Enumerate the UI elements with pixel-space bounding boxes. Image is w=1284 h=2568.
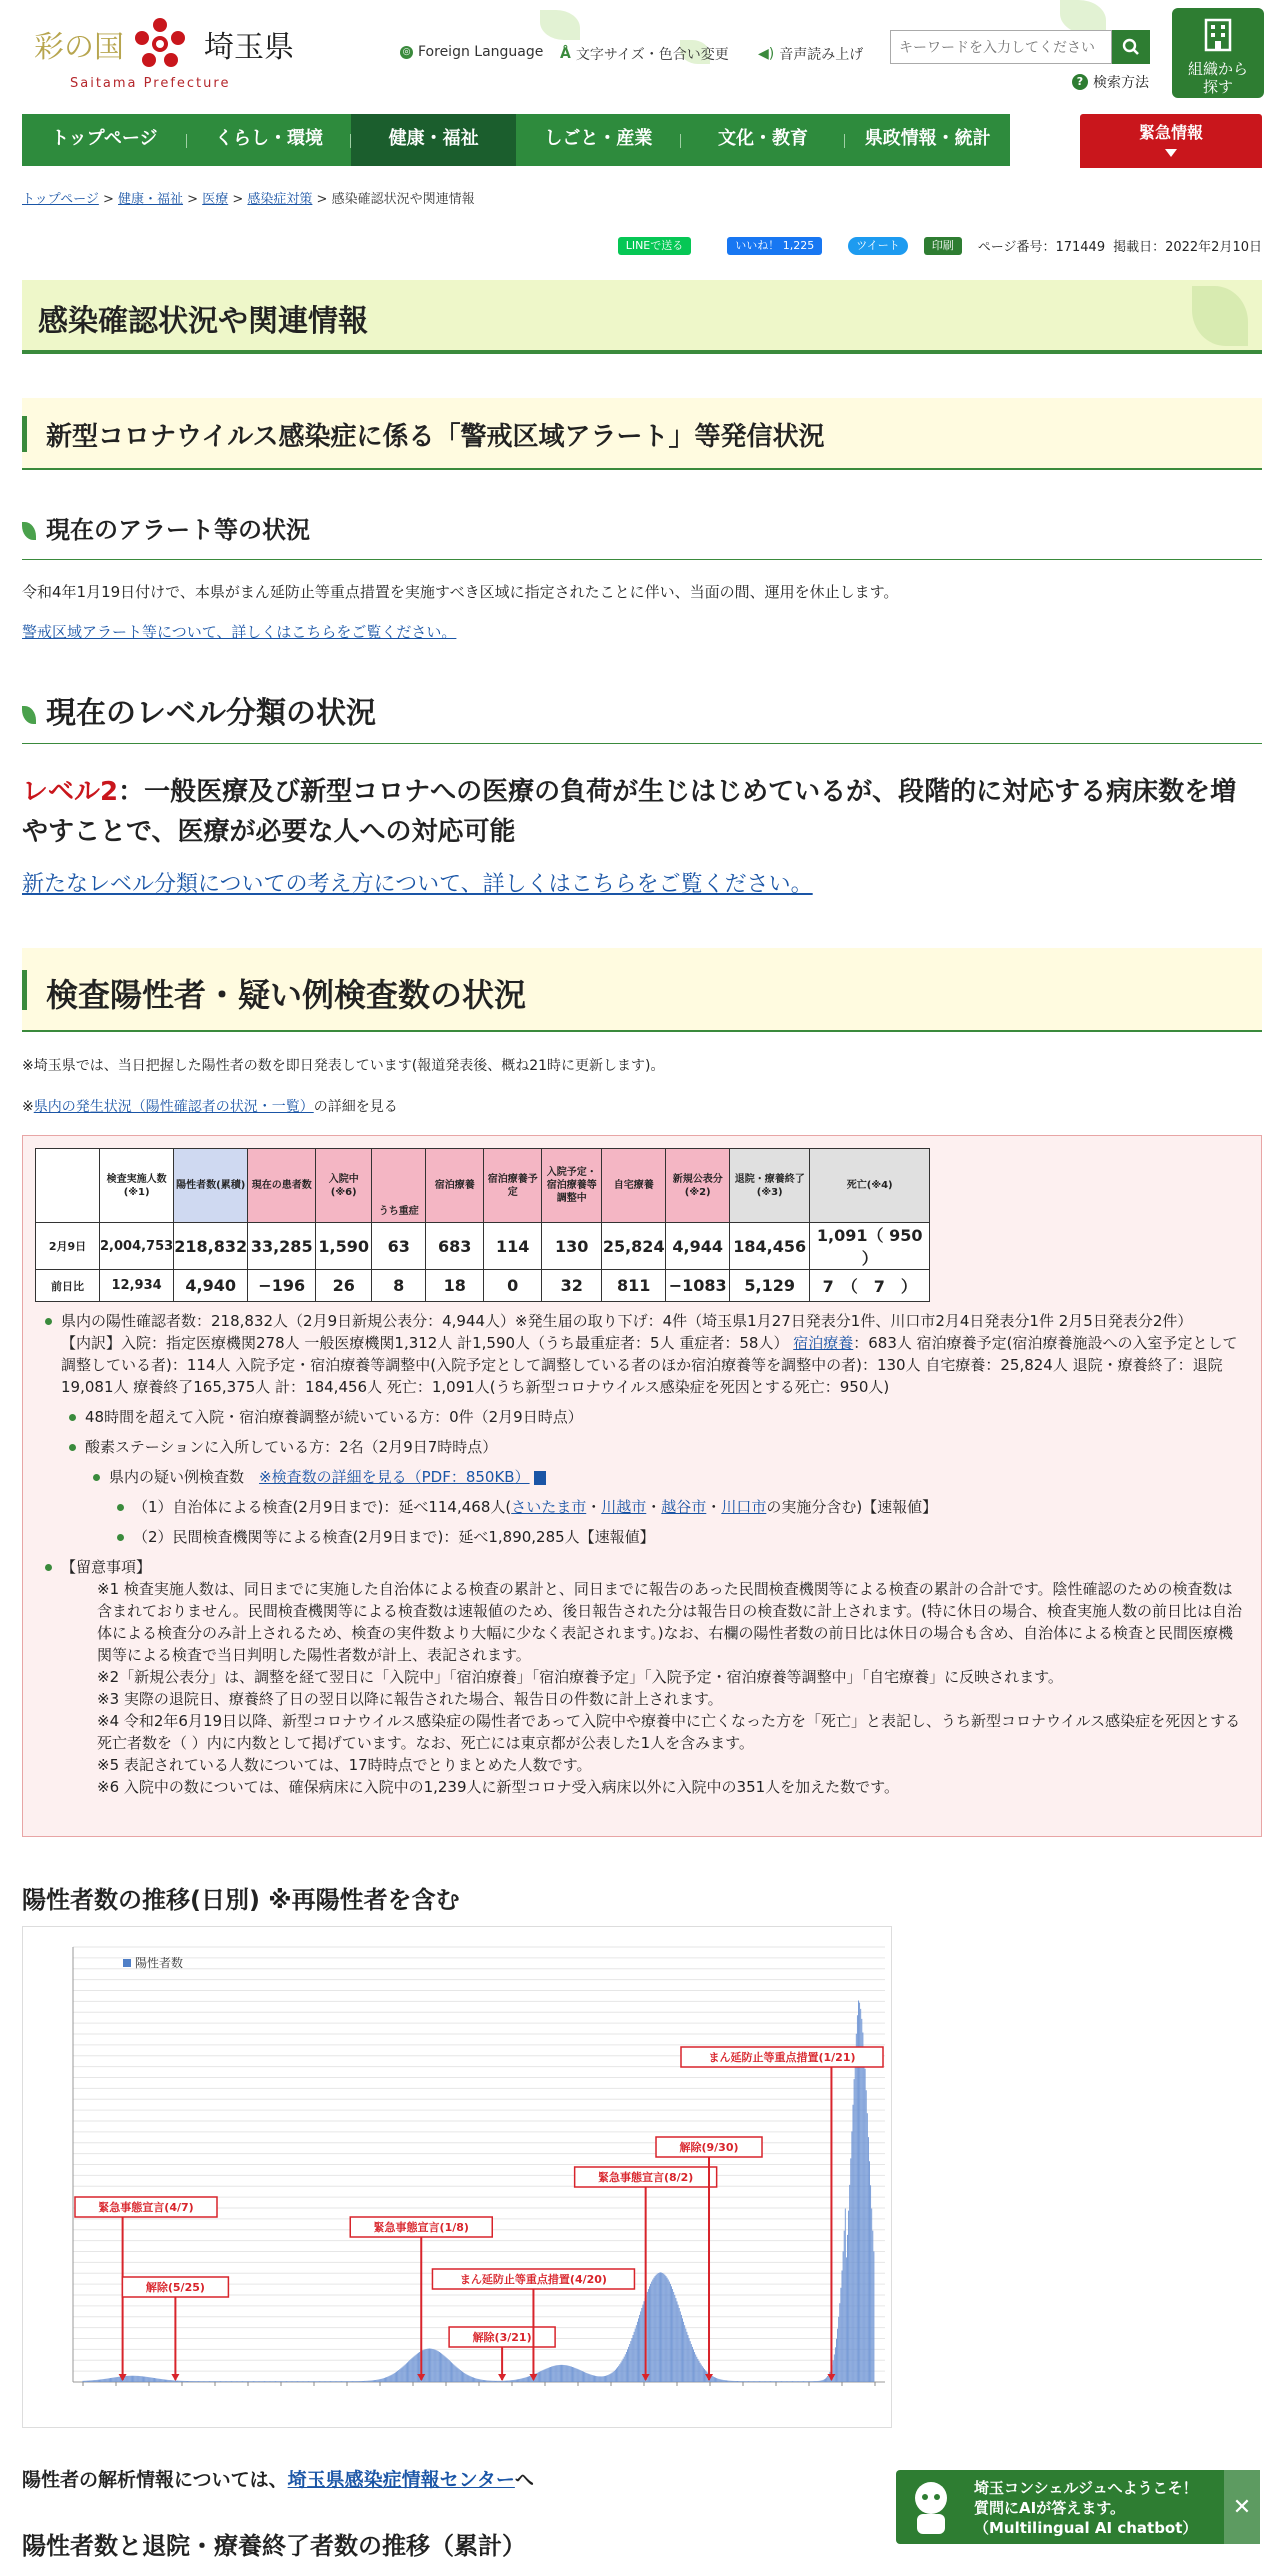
legend-swatch — [123, 1959, 131, 1967]
help-icon: ? — [1072, 74, 1088, 90]
table-cell: 26 — [316, 1270, 372, 1302]
table-header: 自宅療養 — [602, 1149, 666, 1223]
table-header: うち重症 — [372, 1149, 426, 1223]
table-header: 入院予定・宿泊療養等調整中 — [542, 1149, 602, 1223]
table-cell: 7 （ 7 ） — [810, 1270, 930, 1302]
foreign-language-label: Foreign Language — [418, 44, 544, 60]
note-suffix: の詳細を見る — [313, 1099, 398, 1115]
annotation-label: まん延防止等重点措置(4/20) — [459, 2273, 607, 2286]
positive-total-text: 県内の陽性確認者数：218,832人（2月9日新規公表分：4,944人）※発生届の取り下げ：4件（埼玉県1月27日発表分1件、川口市2月4日発表分1件 2月5日発表分2件） — [61, 1312, 1193, 1330]
org-search-label: 組織から探す — [1188, 60, 1249, 96]
row-label: 前日比 — [36, 1270, 100, 1302]
arrow-head — [119, 2374, 127, 2381]
search-input[interactable] — [890, 30, 1112, 64]
table-cell: 63 — [372, 1223, 426, 1270]
alert-details-link[interactable]: 警戒区域アラート等について、詳しくはこちらをご覧ください。 — [22, 623, 457, 641]
list-item: （2）民間検査機関等による検査(2月9日まで)：延べ1,890,285人【速報値】 — [117, 1526, 1245, 1548]
globe-icon: ◎ — [400, 46, 413, 59]
emergency-label: 緊急情報 — [1138, 123, 1203, 142]
nav-health[interactable]: 健康・福祉 — [351, 114, 516, 166]
table-cell: −1083 — [666, 1270, 730, 1302]
table-cell: 1,091（ 950 ） — [810, 1223, 930, 1270]
arrow-head — [498, 2374, 506, 2381]
nav-life[interactable]: くらし・環境 — [187, 114, 352, 166]
city-link-kawaguchi[interactable]: 川口市 — [721, 1498, 767, 1516]
table-cell: 5,129 — [730, 1270, 810, 1302]
nav-government[interactable]: 県政情報・統計 — [864, 128, 991, 149]
share-bar — [618, 236, 1262, 255]
text-size-link[interactable] — [560, 44, 729, 64]
list-item: （1）自治体による検査(2月9日まで)：延べ114,468人(さいたま市・川越市・越谷市・川口市の実施分含む)【速報値】 — [117, 1496, 1245, 1518]
search-help-link[interactable] — [1072, 72, 1149, 92]
table-cell: 811 — [602, 1270, 666, 1302]
list-item: 酸素ステーションに入所している方：2名（2月9日7時時点） — [69, 1436, 1245, 1458]
close-icon[interactable]: ✕ — [1224, 2470, 1260, 2544]
details-note — [22, 1095, 1262, 1119]
leaf-decoration — [1060, 0, 1106, 34]
table-cell: −196 — [248, 1270, 316, 1302]
logo-text-left: 彩の国 — [34, 30, 124, 65]
status-bullets — [45, 1310, 1245, 1806]
update-note: ※埼玉県では、当日把握した陽性者の数を即日発表しています(報道発表後、概ね21時に更新します)。 — [22, 1058, 665, 1074]
table-cell: 114 — [484, 1223, 542, 1270]
table-header: 退院・療養終了(※3) — [730, 1149, 810, 1223]
site-logo[interactable] — [32, 14, 302, 96]
table-cell: 12,934 — [100, 1270, 174, 1302]
site-header — [0, 0, 1284, 112]
annotation-label: 解除(3/21) — [472, 2331, 532, 2344]
breakdown-text: 【内訳】入院：指定医療機関278人 一般医療機関1,312人 計1,590人（うち最重症者：5人 重症者：58人） — [61, 1334, 789, 1352]
annotation-label: 解除(9/30) — [679, 2141, 739, 2154]
leaf-icon — [22, 706, 36, 724]
annotation-label: 緊急事態宣言(8/2) — [597, 2171, 694, 2184]
breadcrumb-medical[interactable]: 医療 — [202, 192, 229, 207]
nav-work[interactable]: しごと・産業 — [516, 114, 681, 166]
pdf-icon — [534, 1471, 546, 1485]
facebook-like-button[interactable]: いいね！ 1,225 — [727, 237, 822, 255]
read-aloud-label: 音声読み上げ — [779, 47, 864, 63]
ai-chatbot-banner[interactable] — [896, 2470, 1260, 2544]
prefecture-seal-icon — [132, 16, 188, 72]
breadcrumb-current: 感染確認状況や関連情報 — [331, 192, 475, 207]
speaker-icon: ◀) — [758, 46, 775, 62]
status-table — [35, 1148, 930, 1302]
alert-text: 令和4年1月19日付けで、本県がまん延防止等重点措置を実施すべき区域に指定されたことに伴い、当面の間、運用を休止します。 — [22, 583, 899, 601]
note-item: ※2「新規公表分」は、調整を経て翌日に「入院中」「宿泊療養」「宿泊療養予定」「入院予定・宿泊療養等調整中」「自宅療養」に反映されます。 — [97, 1668, 1063, 1686]
nav-top[interactable]: トップページ — [22, 114, 187, 166]
arrow-head — [171, 2374, 179, 2381]
alert-subheading-text: 現在のアラート等の状況 — [46, 516, 310, 544]
table-cell: 130 — [542, 1223, 602, 1270]
table-header: 入院中(※6) — [316, 1149, 372, 1223]
table-cell: 4,944 — [666, 1223, 730, 1270]
city-link-saitama[interactable]: さいたま市 — [511, 1498, 587, 1516]
table-cell: 4,940 — [174, 1270, 248, 1302]
search-button[interactable] — [1112, 30, 1150, 64]
local-test-text: （1）自治体による検査(2月9日まで)：延べ114,468人( — [133, 1498, 512, 1516]
concierge-avatar-icon — [906, 2478, 956, 2536]
chatbot-line2: 質問にAIが答えます。 — [974, 2499, 1125, 2517]
search-icon — [1122, 38, 1140, 56]
level-details-link[interactable]: 新たなレベル分類についての考え方について、詳しくはこちらをご覧ください。 — [22, 872, 813, 897]
note-item: ※5 表記されている人数については、17時時点でとりまとめた人数です。 — [97, 1756, 592, 1774]
table-header: 宿泊療養予定 — [484, 1149, 542, 1223]
level-subheading — [22, 680, 1262, 744]
local-test-suffix: の実施分含む)【速報値】 — [766, 1498, 938, 1516]
annotation-label: 緊急事態宣言(4/7) — [98, 2201, 194, 2214]
building-icon — [1202, 18, 1234, 52]
print-button[interactable]: 印刷 — [924, 237, 962, 255]
annotation-label: 解除(5/25) — [145, 2281, 205, 2294]
heading-bar — [22, 416, 27, 452]
leaf-decoration — [540, 10, 580, 40]
table-header: 検査実施人数(※1) — [100, 1149, 174, 1223]
page-number: ページ番号：171449 — [977, 240, 1106, 255]
note-marker: ※ — [22, 1099, 34, 1115]
table-header: 陽性者数(累積) — [174, 1149, 248, 1223]
table-cell: 2,004,753 — [100, 1223, 174, 1270]
table-cell: 25,824 — [602, 1223, 666, 1270]
table-cell: 8 — [372, 1270, 426, 1302]
logo-text-right: 埼玉県 — [204, 30, 294, 65]
page-title-box — [22, 280, 1262, 354]
chart-canvas — [23, 1927, 891, 2427]
chart-heading: 陽性者数の推移(日別) ※再陽性者を含む — [22, 1886, 460, 1914]
table-cell: 218,832 — [174, 1223, 248, 1270]
page-title: 感染確認状況や関連情報 — [38, 304, 368, 339]
next-section-heading: 陽性者数と退院・療養終了者数の推移（累計） — [22, 2532, 526, 2560]
suspected-tests-label: 県内の疑い例検査数 — [109, 1468, 245, 1486]
text-size-label: 文字サイズ・色合い変更 — [575, 47, 729, 63]
tests-heading: 検査陽性者・疑い例検査数の状況 — [46, 976, 527, 1014]
alert-heading: 新型コロナウイルス感染症に係る「警戒区域アラート」等発信状況 — [46, 422, 825, 452]
notes-block — [45, 1556, 1245, 1798]
table-header: 死亡(※4) — [810, 1149, 930, 1223]
legend-label: 陽性者数 — [135, 1956, 184, 1970]
section-heading-tests — [22, 948, 1262, 1032]
chatbot-line1: 埼玉コンシェルジュへようこそ！ — [974, 2479, 1198, 2497]
line-share-button[interactable]: LINEで送る — [618, 237, 692, 255]
text-size-icon: Å — [560, 46, 571, 62]
publish-date: 掲載日：2022年2月10日 — [1113, 240, 1262, 255]
annotation-label: まん延防止等重点措置(1/21) — [708, 2051, 856, 2064]
row-label: 2月9日 — [36, 1223, 100, 1270]
level-text: ：一般医療及び新型コロナへの医療の負荷が生じはじめているが、段階的に対応する病床数を増やすことで、医療が必要な人への対応可能 — [22, 777, 1237, 847]
table-corner — [36, 1149, 100, 1223]
breakdown-text-2: ：683人 宿泊療養予定(宿泊療養施設への入室予定として調整している者)：114人 入院予定・宿泊療養等調整中(入院予定として調整している者のほか宿泊療養等を調整中の者)：130人 自宅療養：25,824人 退院・療養終了：退院19,081人 療養終了165,375人 計：184,456人 死亡：1,091人(うち新型コロナウイルス感染症を死因とする死亡：950人) — [61, 1334, 1238, 1396]
list-item — [45, 1310, 1245, 1398]
note-item: ※4 令和2年6月19日以降、新型コロナウイルス感染症の陽性者であって入院中や療養中に亡くなった方を「死亡」と表記し、うち新型コロナウイルス感染症を死因とする死亡者数を（ ）内に内数として掲げています。なお、死亡には東京都が公表した1人を含みます。 — [97, 1712, 1241, 1752]
table-cell: 184,456 — [730, 1223, 810, 1270]
status-panel — [22, 1135, 1262, 1837]
table-cell: 0 — [484, 1270, 542, 1302]
local-status-link[interactable]: 県内の発生状況（陽性確認者の状況・一覧） — [33, 1099, 314, 1115]
infection-center-link[interactable]: 埼玉県感染症情報センター — [287, 2469, 515, 2491]
table-cell: 1,590 — [316, 1223, 372, 1270]
hotel-care-link[interactable]: 宿泊療養 — [793, 1334, 854, 1352]
chatbot-line3: （Multilingual AI chatbot） — [974, 2519, 1198, 2537]
breadcrumb-top[interactable]: トップページ — [22, 192, 99, 207]
pdf-details-link[interactable]: ※検査数の詳細を見る（PDF：850KB） — [259, 1468, 530, 1486]
section-heading-alert — [22, 398, 1262, 470]
list-item — [93, 1466, 1245, 1488]
leaf-icon — [22, 522, 36, 540]
alert-subheading — [22, 504, 1262, 560]
leaf-decoration — [1192, 286, 1248, 346]
table-cell: 683 — [426, 1223, 484, 1270]
read-aloud-link[interactable] — [758, 44, 863, 64]
annotation-label: 緊急事態宣言(1/8) — [373, 2221, 469, 2234]
table-cell: 32 — [542, 1270, 602, 1302]
search-help-label: 検索方法 — [1093, 75, 1149, 91]
note-item: ※1 検査実施人数は、同日までに実施した自治体による検査の累計と、同日までに報告のあった民間検査機関等による検査の累計の合計です。陰性確認のための検査数は含まれておりません。民間検査機関等による検査数は速報値のため、後日報告された分は報告日の検査数に計上されます。(特に休日の場合、検査実施人数の前日比は自治体による検査分のみ計上されるため、検査の実件数より大幅に少なく表記されます。)なお、右欄の陽性者数の前日比は休日の場合も含め、自治体による検査と民間医療機関等による検査で当日判明した陽性者数が計上、表記されます。 — [97, 1580, 1242, 1664]
note-item: ※6 入院中の数については、確保病床に入院中の1,239人に新型コロナ受入病床以外に入院中の351人を加えた数です。 — [97, 1778, 899, 1796]
breadcrumb-health[interactable]: 健康・福祉 — [118, 192, 184, 207]
table-cell: 18 — [426, 1270, 484, 1302]
breadcrumb: トップページ > 健康・福祉 > 医療 > 感染症対策 > 感染確認状況や関連情報 — [22, 192, 475, 207]
table-header: 新規公表分(※2) — [666, 1149, 730, 1223]
chevron-down-icon — [1165, 149, 1177, 157]
table-header: 宿泊療養 — [426, 1149, 484, 1223]
analysis-suffix: へ — [514, 2469, 534, 2491]
list-item: 48時間を超えて入院・宿泊療養調整が続いている方：0件（2月9日時点） — [69, 1406, 1245, 1428]
logo-english: Saitama Prefecture — [70, 76, 231, 91]
table-cell: 33,285 — [248, 1223, 316, 1270]
global-nav — [22, 114, 1010, 166]
breadcrumb-infection[interactable]: 感染症対策 — [247, 192, 313, 207]
tweet-button[interactable]: ツイート — [848, 237, 907, 255]
analysis-prefix: 陽性者の解析情報については、 — [22, 2469, 288, 2491]
heading-bar — [22, 970, 27, 1010]
nav-culture[interactable]: 文化・教育 — [681, 114, 846, 166]
level-label: レベル2 — [22, 777, 119, 807]
emergency-info-button[interactable] — [1080, 114, 1262, 168]
foreign-language-link[interactable] — [400, 44, 543, 60]
city-link-koshigaya[interactable]: 越谷市 — [661, 1498, 707, 1516]
note-item: ※3 実際の退院日、療養終了日の翌日以降に報告された場合、報告日の件数に計上されます。 — [97, 1690, 723, 1708]
notes-title: 【留意事項】 — [61, 1558, 152, 1576]
level-subheading-text: 現在のレベル分類の状況 — [46, 696, 376, 731]
daily-positive-chart — [22, 1926, 892, 2428]
city-link-kawagoe[interactable]: 川越市 — [601, 1498, 647, 1516]
level-description — [22, 772, 1262, 852]
org-search-button[interactable] — [1172, 8, 1264, 98]
table-header: 現在の患者数 — [248, 1149, 316, 1223]
